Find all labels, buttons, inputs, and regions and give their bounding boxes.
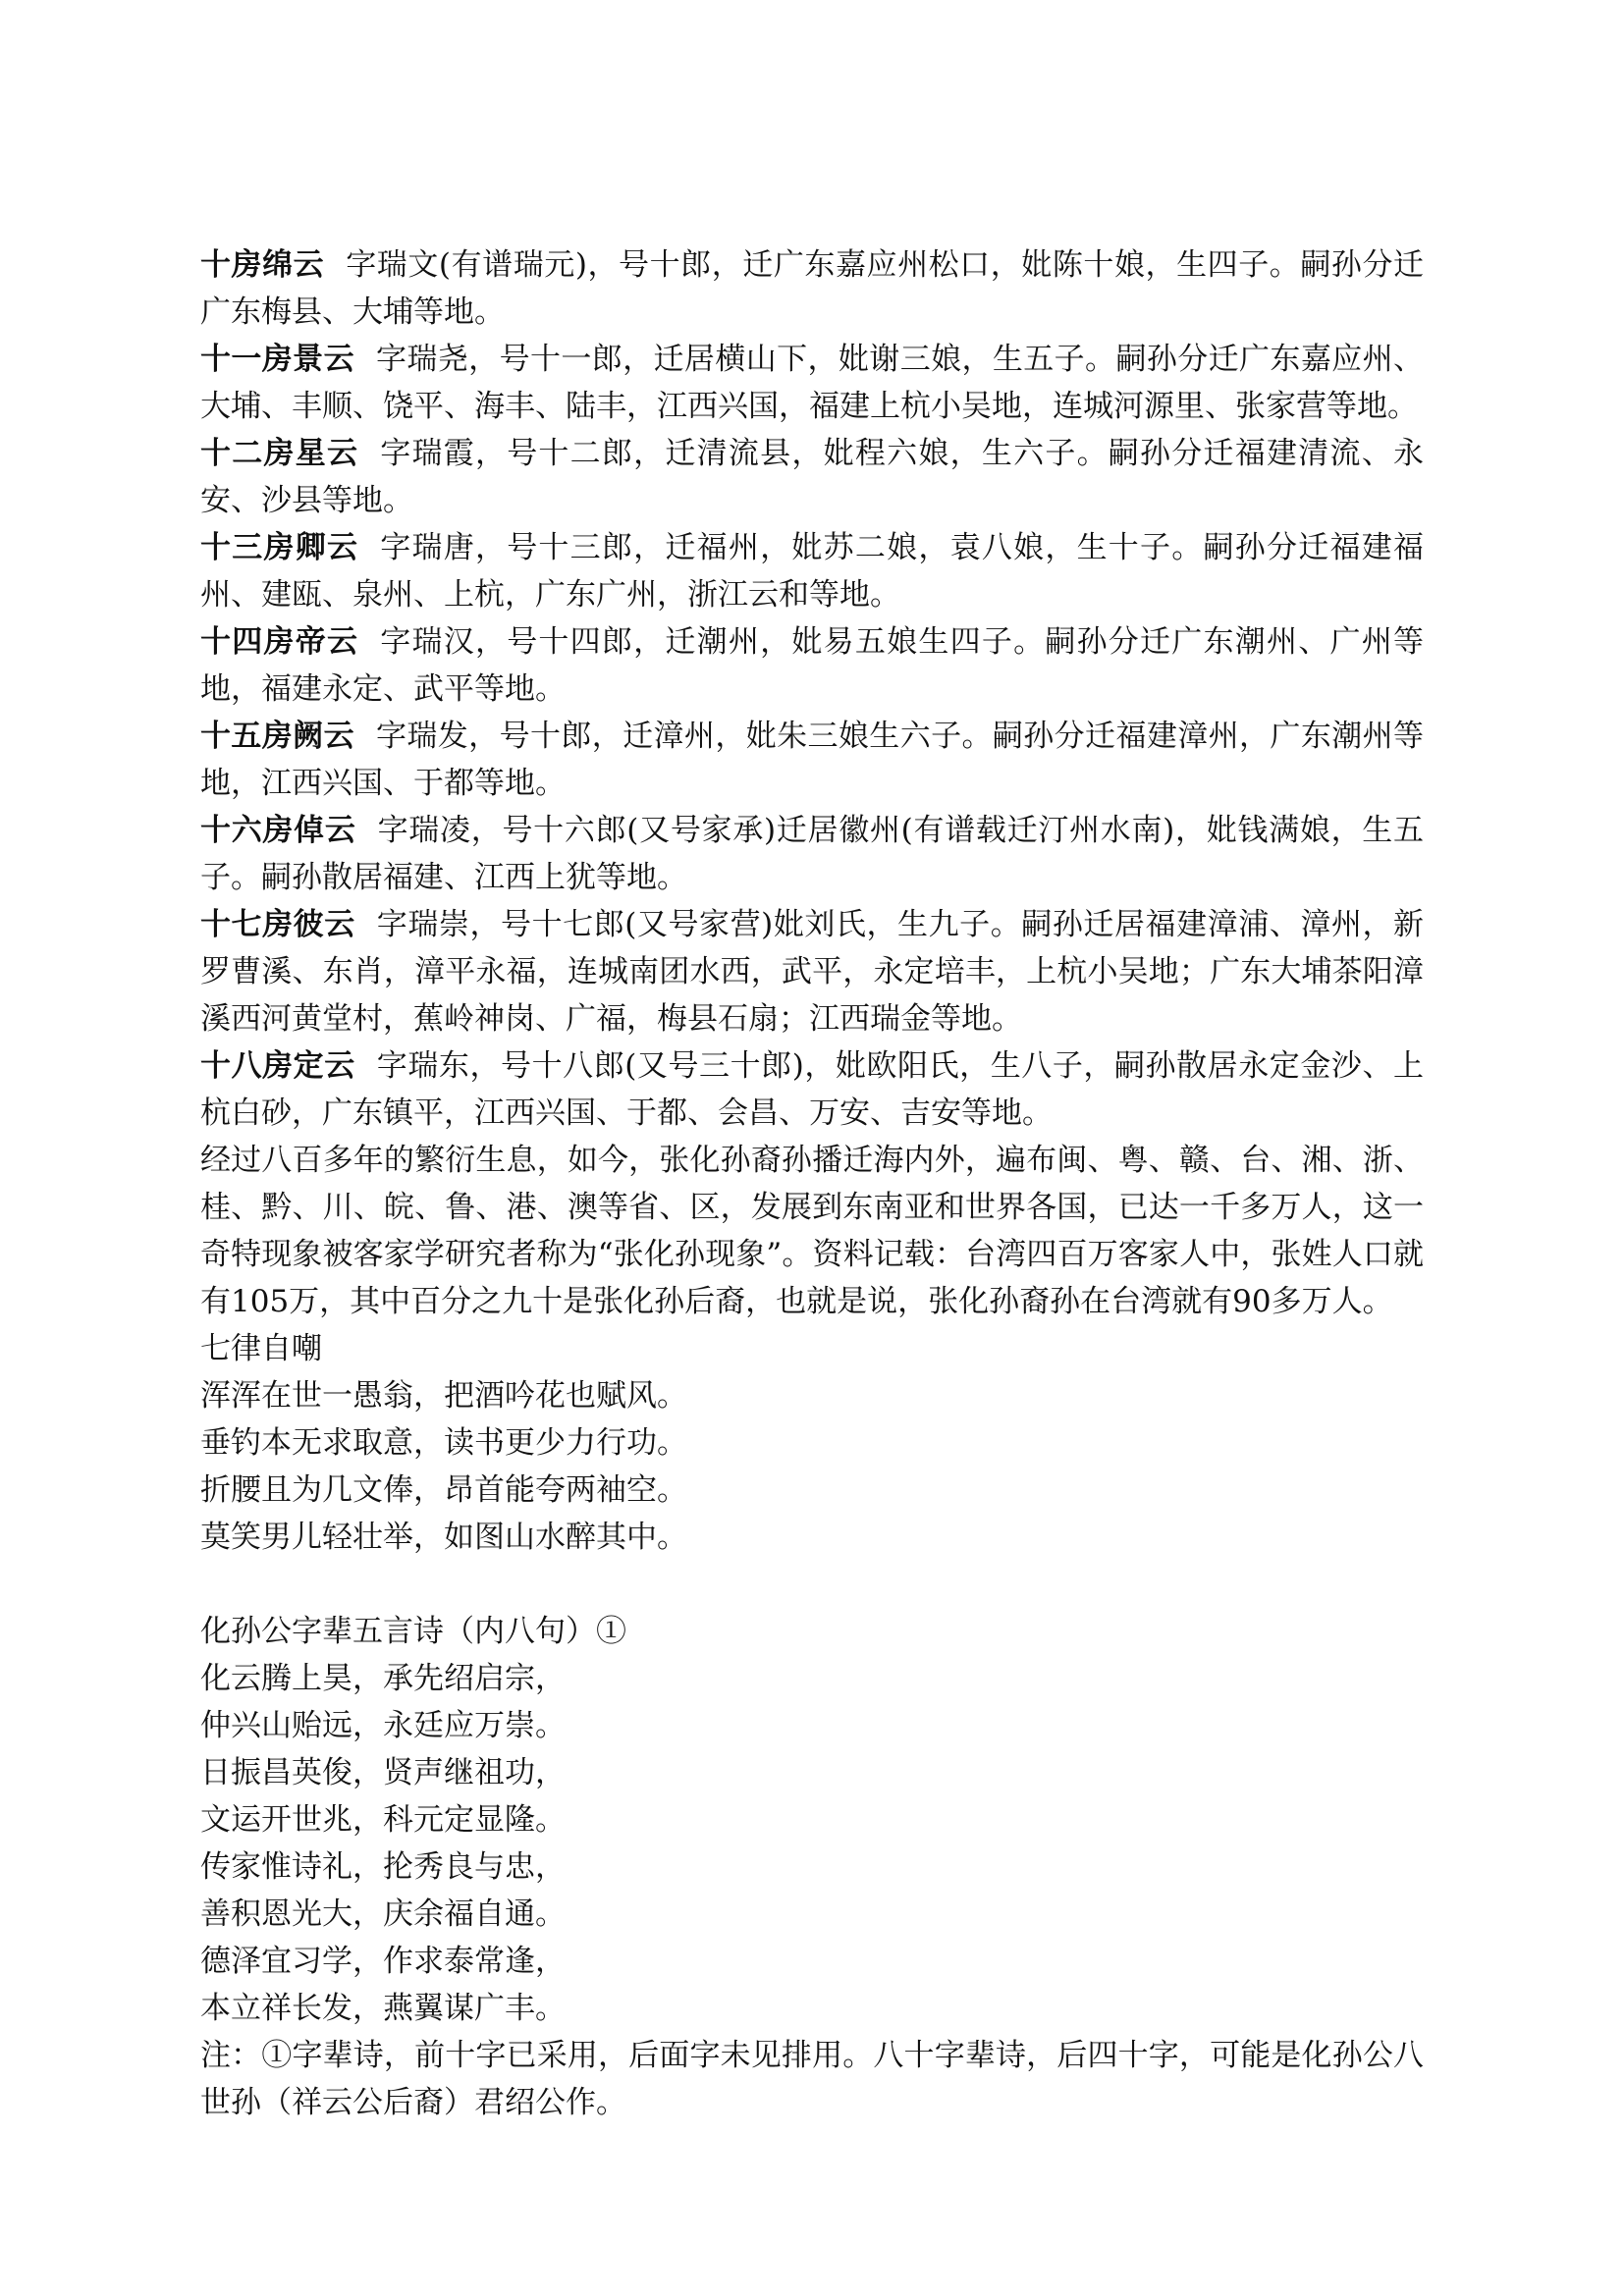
poem-line: 浑浑在世一愚翁，把酒吟花也赋风。 <box>200 1378 687 1414</box>
footnote: 注：①字辈诗，前十字已采用，后面字未见排用。八十字辈诗，后四十字，可能是化孙公八世孙（祥云公后裔）君绍公作。 <box>200 2038 1424 2120</box>
poem-title: 化孙公字辈五言诗（内八句）① <box>200 1614 626 1649</box>
summary-paragraph: 经过八百多年的繁衍生息，如今，张化孙裔孙播迁海内外，遍布闽、粤、赣、台、湘、浙、桂、黔、川、皖、鲁、港、澳等省、区，发展到东南亚和世界各国，已达一千多万人，这一奇特现象被客家学研究者称为“张化孙现象”。资料记载：台湾四百万客家人中，张姓人口就有105万，其中百分之九十是张化孙后裔，也就是说，张化孙裔孙在台湾就有90多万人。 <box>200 1143 1424 1319</box>
poem-line: 折腰且为几文俸，昂首能夸两袖空。 <box>200 1472 687 1508</box>
poem-line: 传家惟诗礼，抡秀良与忠， <box>200 1849 566 1885</box>
branch-paragraph <box>200 1042 1424 1137</box>
poem-line: 文运开世兆，科元定显隆。 <box>200 1802 566 1838</box>
poem-line: 莫笑男儿轻壮举，如图山水醉其中。 <box>200 1520 687 1555</box>
branch-paragraph <box>200 430 1424 524</box>
branch-text: 字瑞唐，号十三郎，迁福州，妣苏二娘，袁八娘，生十子。嗣孙分迁福建福州、建瓯、泉州、上杭，广东广州，浙江云和等地。 <box>200 530 1424 613</box>
branch-name: 十八房定云 <box>200 1048 355 1084</box>
branch-paragraph <box>200 901 1424 1042</box>
branch-paragraph <box>200 241 1424 336</box>
branch-name: 十房绵云 <box>200 247 325 283</box>
branch-name: 十三房卿云 <box>200 530 359 565</box>
branch-text: 字瑞发，号十郎，迁漳州，妣朱三娘生六子。嗣孙分迁福建漳州，广东潮州等地，江西兴国、于都等地。 <box>200 719 1425 801</box>
branch-text: 字瑞霞，号十二郎，迁清流县，妣程六娘，生六子。嗣孙分迁福建清流、永安、沙县等地。 <box>200 436 1424 518</box>
branch-text: 字瑞凌，号十六郎(又号家承)迁居徽州(有谱载迁汀州水南)，妣钱满娘，生五子。嗣孙散居福建、江西上犹等地。 <box>200 813 1424 895</box>
branch-name: 十五房阙云 <box>200 719 354 754</box>
poem-line: 垂钓本无求取意，读书更少力行功。 <box>200 1425 687 1461</box>
branch-name: 十六房倬云 <box>200 813 356 848</box>
branch-text: 字瑞尧，号十一郎，迁居横山下，妣谢三娘，生五子。嗣孙分迁广东嘉应州、大埔、丰顺、饶平、海丰、陆丰，江西兴国，福建上杭小吴地，连城河源里、张家营等地。 <box>200 342 1425 424</box>
poem-line: 善积恩光大，庆余福自通。 <box>200 1896 566 1932</box>
branch-paragraph <box>200 336 1424 430</box>
blank-line <box>200 1561 1424 1608</box>
poem-line: 仲兴山贻远，永廷应万崇。 <box>200 1708 566 1743</box>
branch-name: 十四房帝云 <box>200 624 359 660</box>
poem-line: 本立祥长发，燕翼谋广丰。 <box>200 1991 566 2026</box>
branch-paragraph <box>200 618 1424 713</box>
branch-name: 十二房星云 <box>200 436 359 471</box>
poem-line: 日振昌英俊，贤声继祖功， <box>200 1755 566 1790</box>
branch-paragraph <box>200 807 1424 901</box>
branch-paragraph <box>200 713 1424 807</box>
branch-name: 十一房景云 <box>200 342 354 377</box>
poem-title: 七律自嘲 <box>200 1331 322 1366</box>
branch-name: 十七房彼云 <box>200 907 355 942</box>
branch-paragraph <box>200 524 1424 618</box>
branch-text: 字瑞崇，号十七郎(又号家营)妣刘氏，生九子。嗣孙迁居福建漳浦、漳州，新罗曹溪、东肖，漳平永福，连城南团水西，武平，永定培丰，上杭小吴地；广东大埔茶阳漳溪西河黄堂村，蕉岭神岗、广福，梅县石扇；江西瑞金等地。 <box>200 907 1424 1037</box>
branch-text: 字瑞文(有谱瑞元)，号十郎，迁广东嘉应州松口，妣陈十娘，生四子。嗣孙分迁广东梅县、大埔等地。 <box>200 247 1425 330</box>
page-content <box>200 241 1424 2126</box>
poem-line: 化云腾上昊，承先绍启宗， <box>200 1661 566 1696</box>
branch-text: 字瑞汉，号十四郎，迁潮州，妣易五娘生四子。嗣孙分迁广东潮州、广州等地，福建永定、武平等地。 <box>200 624 1424 707</box>
poem-line: 德泽宜习学，作求泰常逢， <box>200 1944 566 1979</box>
branch-text: 字瑞东，号十八郎(又号三十郎)，妣欧阳氏，生八子，嗣孙散居永定金沙、上杭白砂，广东镇平，江西兴国、于都、会昌、万安、吉安等地。 <box>200 1048 1424 1131</box>
